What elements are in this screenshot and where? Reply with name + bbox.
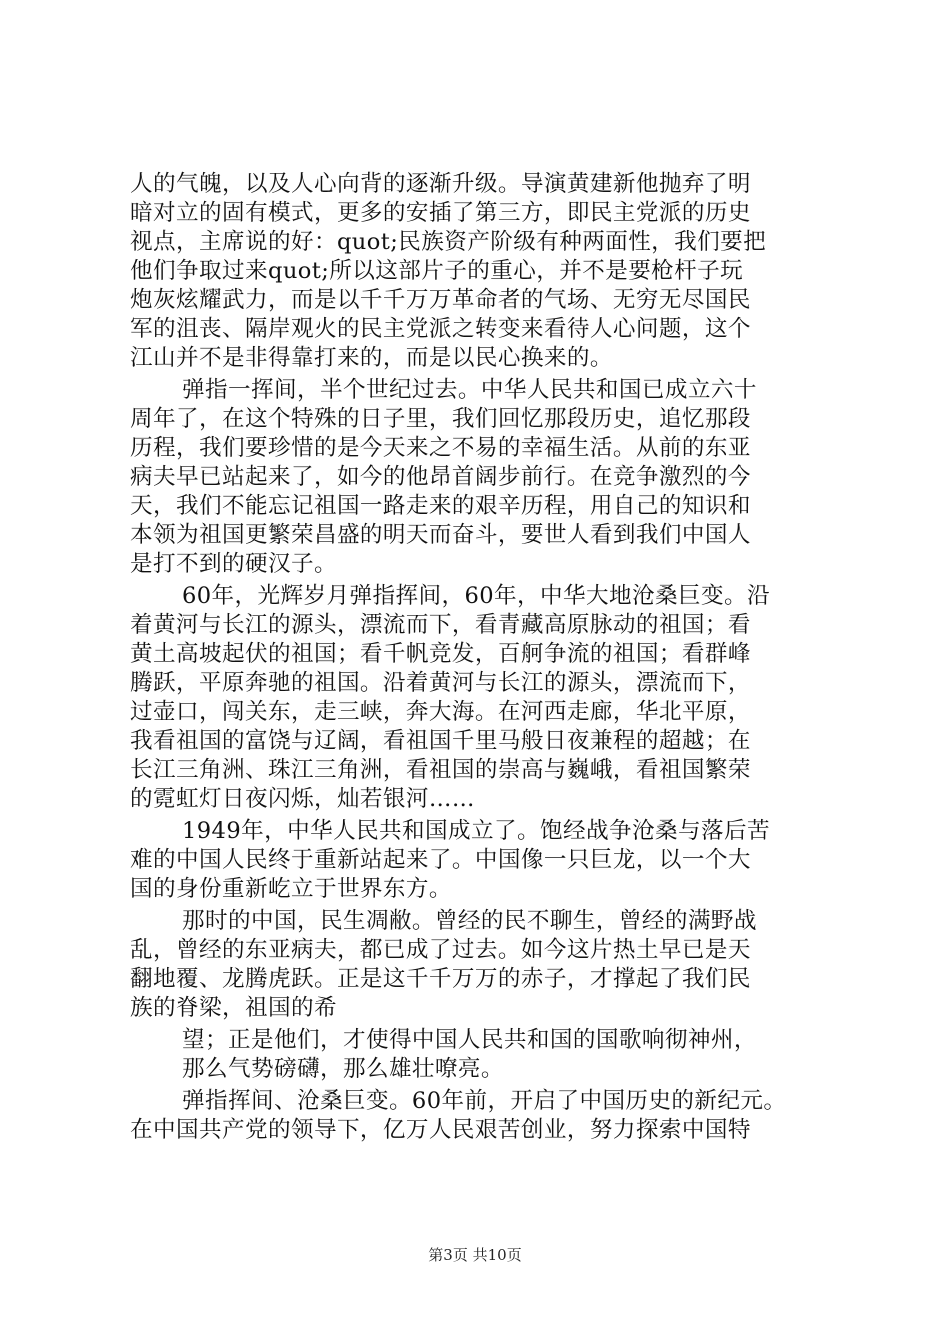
text-line: 黄土高坡起伏的祖国；看千帆竞发，百舸争流的祖国；看群峰 bbox=[130, 641, 751, 667]
text-line: 人的气魄，以及人心向背的逐渐升级。导演黄建新他抛弃了明 bbox=[130, 171, 751, 197]
document-body bbox=[130, 170, 830, 1145]
text-line: 难的中国人民终于重新站起来了。中国像一只巨龙，以一个大 bbox=[130, 847, 751, 873]
paragraph-6 bbox=[130, 1026, 830, 1084]
text-line: 弹指一挥间，半个世纪过去。中华人民共和国已成立六十 bbox=[182, 377, 757, 403]
paragraph-7 bbox=[130, 1087, 830, 1145]
text-line: 他们争取过来quot;所以这部片子的重心，并不是要枪杆子玩 bbox=[130, 258, 744, 284]
paragraph-5 bbox=[130, 907, 830, 1023]
text-line: 1949年，中华人民共和国成立了。饱经战争沧桑与落后苦 bbox=[182, 818, 770, 844]
text-line: 那时的中国，民生凋敝。曾经的民不聊生，曾经的满野战 bbox=[182, 908, 757, 934]
text-line: 望；正是他们，才使得中国人民共和国的国歌响彻神州， bbox=[182, 1027, 757, 1053]
text-line: 族的脊梁，祖国的希 bbox=[130, 995, 337, 1021]
text-line: 暗对立的固有模式，更多的安插了第三方，即民主党派的历史 bbox=[130, 200, 751, 226]
text-line: 视点，主席说的好：quot;民族资产阶级有种两面性，我们要把 bbox=[130, 229, 767, 255]
text-line: 弹指挥间、沧桑巨变。60年前，开启了中国历史的新纪元。 bbox=[182, 1088, 787, 1114]
text-line: 长江三角洲、珠江三角洲，看祖国的崇高与巍峨，看祖国繁荣 bbox=[130, 757, 751, 783]
text-line: 我看祖国的富饶与辽阔，看祖国千里马般日夜兼程的超越；在 bbox=[130, 728, 751, 754]
text-line: 乱，曾经的东亚病夫，都已成了过去。如今这片热土早已是天 bbox=[130, 937, 751, 963]
text-line: 过壶口，闯关东，走三峡，奔大海。在河西走廊，华北平原， bbox=[130, 699, 751, 725]
text-line: 翻地覆、龙腾虎跃。正是这千千万万的赤子，才撑起了我们民 bbox=[130, 966, 751, 992]
text-line: 历程，我们要珍惜的是今天来之不易的幸福生活。从前的东亚 bbox=[130, 435, 751, 461]
text-line: 炮灰炫耀武力，而是以千千万万革命者的气场、无穷无尽国民 bbox=[130, 287, 751, 313]
text-line: 腾跃，平原奔驰的祖国。沿着黄河与长江的源头，漂流而下， bbox=[130, 670, 751, 696]
text-line: 着黄河与长江的源头，漂流而下，看青藏高原脉动的祖国；看 bbox=[130, 612, 751, 638]
text-line: 那么气势磅礴，那么雄壮嘹亮。 bbox=[182, 1056, 504, 1082]
paragraph-3 bbox=[130, 582, 830, 814]
page-number-footer: 第3页 共10页 bbox=[428, 1246, 522, 1264]
text-line: 国的身份重新屹立于世界东方。 bbox=[130, 876, 452, 902]
text-line: 在中国共产党的领导下，亿万人民艰苦创业，努力探索中国特 bbox=[130, 1117, 751, 1143]
text-line: 本领为祖国更繁荣昌盛的明天而奋斗，要世人看到我们中国人 bbox=[130, 522, 751, 548]
text-line: 是打不到的硬汉子。 bbox=[130, 551, 337, 577]
text-line: 周年了，在这个特殊的日子里，我们回忆那段历史，追忆那段 bbox=[130, 406, 751, 432]
text-line: 江山并不是非得靠打来的，而是以民心换来的。 bbox=[130, 345, 613, 371]
text-line: 天，我们不能忘记祖国一路走来的艰辛历程，用自己的知识和 bbox=[130, 493, 751, 519]
paragraph-2 bbox=[130, 376, 830, 579]
paragraph-4 bbox=[130, 817, 830, 904]
text-line: 病夫早已站起来了，如今的他昂首阔步前行。在竞争激烈的今 bbox=[130, 464, 751, 490]
text-line: 的霓虹灯日夜闪烁，灿若银河…… bbox=[130, 786, 475, 812]
paragraph-1 bbox=[130, 170, 830, 373]
text-line: 军的沮丧、隔岸观火的民主党派之转变来看待人心问题，这个 bbox=[130, 316, 751, 342]
text-line: 60年，光辉岁月弹指挥间，60年，中华大地沧桑巨变。沿 bbox=[182, 583, 770, 609]
